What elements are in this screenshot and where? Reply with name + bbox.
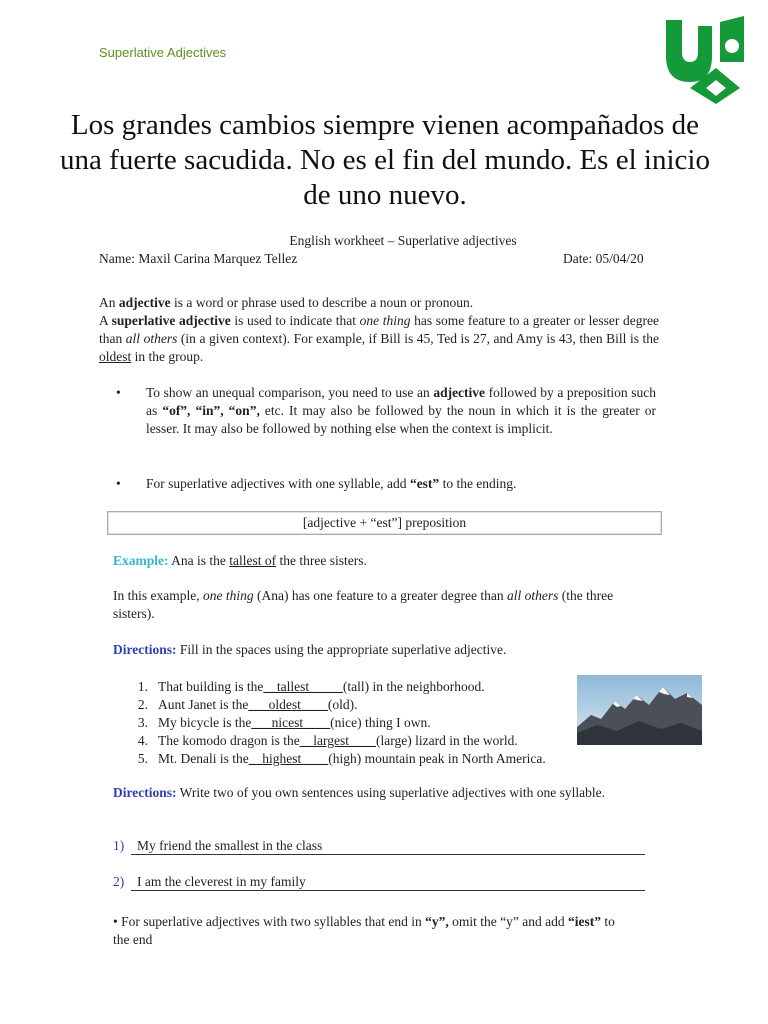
list-item	[123, 696, 546, 714]
item-number: 2.	[137, 697, 148, 712]
name-label: Name:	[99, 251, 135, 266]
bullet-span: etc. It may also be followed by the noun in which it is the greater or lesser. It may also be followed by nothing else when the context is implicit.	[146, 403, 657, 436]
example-label: Example:	[113, 553, 169, 568]
item-prefix: The komodo dragon is the	[158, 733, 300, 748]
name-line	[99, 250, 297, 268]
bullet-span: For superlative adjectives with one syllable, add	[146, 476, 410, 491]
intro-underline: oldest	[99, 349, 132, 364]
footer-text: to the end	[113, 914, 615, 947]
list-item	[123, 732, 546, 750]
answer-blank[interactable]: __tallest_____	[263, 679, 343, 694]
motivational-quote: Los grandes cambios siempre vienen acompañados de una fuerte sacudida. No es el fin del mundo. Es el inicio de uno nuevo.	[60, 109, 710, 211]
item-prefix: That building is the	[158, 679, 264, 694]
directions-text: Write two of you own sentences using superlative adjectives with one syllable.	[176, 785, 605, 800]
directions-fill-in	[113, 641, 506, 659]
footer-bold: “y”,	[425, 914, 449, 929]
intro-text: An	[99, 295, 119, 310]
upc-logo	[660, 12, 752, 104]
example-text: the three sisters.	[276, 553, 367, 568]
example-text: Ana is the	[168, 553, 230, 568]
directions-write-sentences	[113, 784, 623, 802]
explanation-italic: one thing	[202, 588, 254, 603]
bullet-bold: “est”	[409, 476, 440, 491]
intro-superlative	[99, 312, 659, 366]
bullet-dot: •	[116, 476, 121, 491]
footer-bold: “iest”	[568, 914, 602, 929]
sentence-number: 2)	[113, 874, 125, 889]
intro-text: (in a given context). For example, if Bill is 45, Ted is 27, and Amy is 43, then Bill is the	[177, 331, 659, 346]
sentence-line-1	[113, 838, 645, 855]
directions-label: Directions:	[113, 785, 177, 800]
intro-italic: one thing	[359, 313, 411, 328]
date-label: Date:	[563, 251, 593, 266]
intro-text: A	[99, 313, 112, 328]
explanation-text: (the three sisters).	[113, 588, 614, 621]
footer-text: omit the “y” and add	[448, 914, 569, 929]
exercise-list	[123, 678, 546, 768]
intro-bold: superlative adjective	[111, 313, 231, 328]
intro-bold: adjective	[118, 295, 171, 310]
intro-italic: all others	[125, 331, 178, 346]
intro-text: has some feature to a greater or lesser degree than	[99, 313, 659, 346]
bullet-bold: adjective	[433, 385, 486, 400]
sentence-number: 1)	[113, 838, 125, 853]
name-value: Maxil Carina Marquez Tellez	[138, 251, 298, 266]
item-number: 5.	[137, 751, 148, 766]
item-prefix: Mt. Denali is the	[158, 751, 249, 766]
bullet-bold: “of”, “in”, “on”,	[162, 403, 260, 418]
intro-text: in the group.	[131, 349, 204, 364]
answer-blank[interactable]: __largest____	[299, 733, 376, 748]
example-underline: tallest of	[229, 553, 277, 568]
directions-text: Fill in the spaces using the appropriate superlative adjective.	[176, 642, 507, 657]
example-explanation	[113, 587, 643, 623]
explanation-text: In this example,	[113, 588, 203, 603]
bullet-text	[146, 384, 656, 438]
date-value: 05/04/20	[595, 251, 644, 266]
explanation-text: (Ana) has one feature to a greater degree than	[253, 588, 507, 603]
bullet-one-syllable	[116, 475, 656, 493]
date-line	[563, 250, 644, 268]
list-item	[123, 678, 546, 696]
list-item	[123, 750, 546, 768]
item-prefix: My bicycle is the	[158, 715, 252, 730]
list-item	[123, 714, 546, 732]
item-number: 4.	[137, 733, 148, 748]
intro-text: is a word or phrase used to describe a noun or pronoun.	[170, 295, 474, 310]
bullet-unequal-comparison	[116, 384, 656, 438]
worksheet-title: English workheet – Superlative adjectives	[289, 233, 517, 248]
mountain-image	[577, 675, 702, 745]
sentence-line-2	[113, 874, 645, 891]
item-suffix: (nice) thing I own.	[330, 715, 431, 730]
bullet-dot: •	[116, 385, 121, 400]
footer-text: • For superlative adjectives with two syllables that end in	[113, 914, 426, 929]
directions-label: Directions:	[113, 642, 177, 657]
header-section-label: Superlative Adjectives	[99, 45, 227, 60]
item-number: 3.	[137, 715, 148, 730]
sentence-answer[interactable]: I am the cleverest in my family	[131, 874, 645, 891]
bullet-span: followed by a preposition such as	[146, 385, 656, 418]
intro-text: is used to indicate that	[230, 313, 360, 328]
formula-box: [adjective + “est”] preposition	[107, 511, 662, 535]
explanation-italic: all others	[506, 588, 559, 603]
item-suffix: (large) lizard in the world.	[375, 733, 518, 748]
intro-definition	[99, 294, 659, 312]
item-suffix: (tall) in the neighborhood.	[342, 679, 485, 694]
item-suffix: (high) mountain peak in North America.	[328, 751, 546, 766]
sentence-answer[interactable]: My friend the smallest in the class	[131, 838, 645, 855]
item-number: 1.	[137, 679, 148, 694]
item-prefix: Aunt Janet is the	[158, 697, 249, 712]
example-line	[113, 552, 367, 570]
answer-blank[interactable]: ___nicest____	[251, 715, 331, 730]
bullet-text	[146, 475, 516, 493]
bullet-span: to the ending.	[439, 476, 517, 491]
bullet-two-syllables	[113, 913, 633, 949]
answer-blank[interactable]: __highest____	[248, 751, 329, 766]
bullet-span: To show an unequal comparison, you need to use an	[146, 385, 434, 400]
item-suffix: (old).	[327, 697, 358, 712]
answer-blank[interactable]: ___oldest____	[248, 697, 328, 712]
